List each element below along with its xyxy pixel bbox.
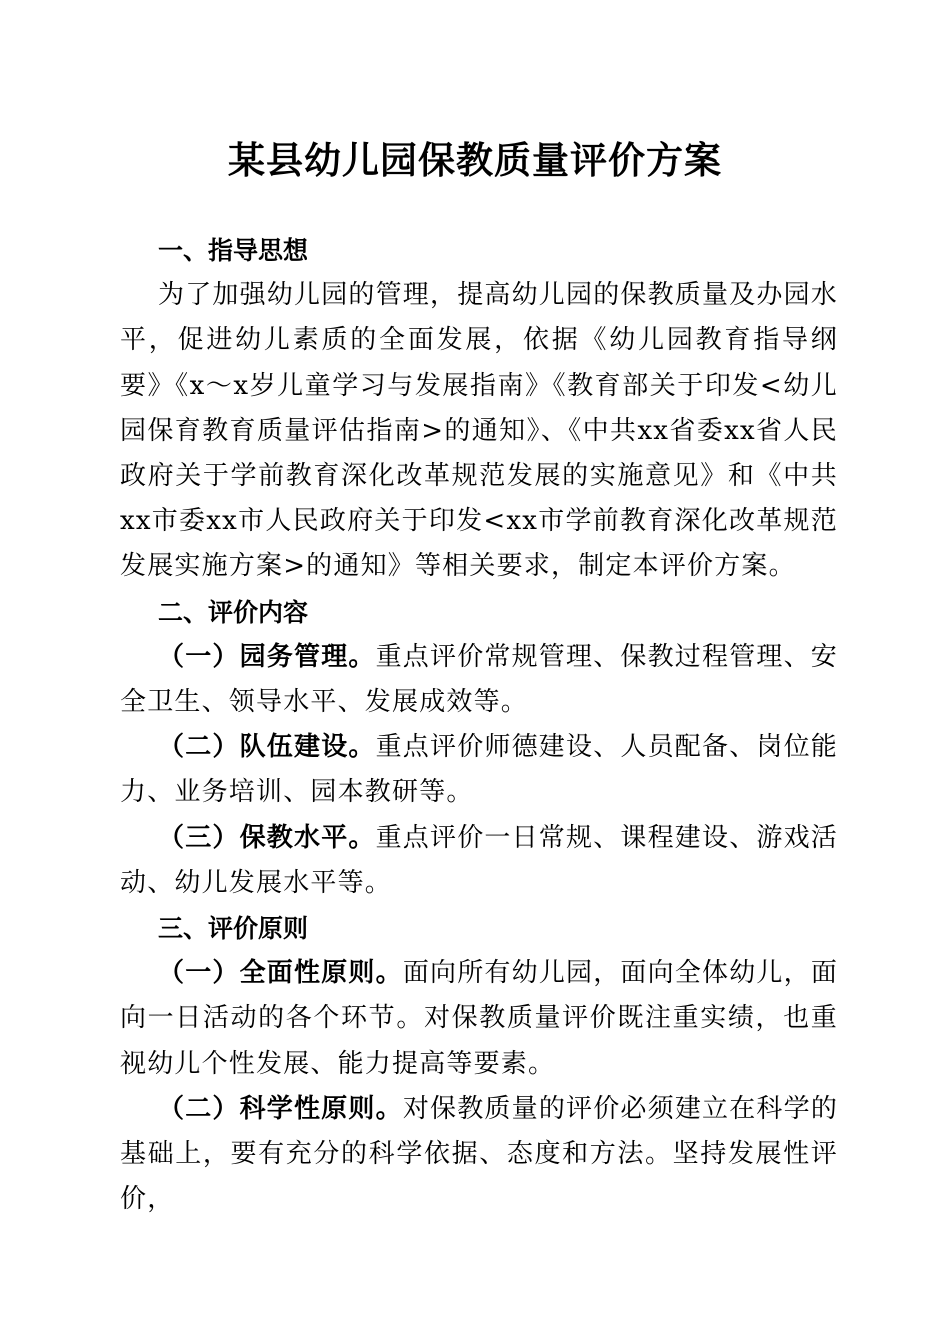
paragraph-lead: （一）全面性原则。 xyxy=(158,958,403,989)
paragraph xyxy=(120,725,838,815)
paragraph xyxy=(120,1087,838,1223)
document-title: 某县幼儿园保教质量评价方案 xyxy=(228,138,722,182)
paragraph-text: 重点评价师德建设、人员配备、岗位能力、业务培训、园本教研等。 xyxy=(120,732,839,808)
paragraph xyxy=(120,816,838,906)
paragraph-text: 对保教质量的评价必须建立在科学的基础上，要有充分的科学依据、态度和方法。坚持发展性评价， xyxy=(120,1093,839,1215)
paragraph xyxy=(120,273,838,589)
paragraph-lead: （一）园务管理。 xyxy=(158,641,376,672)
paragraph xyxy=(120,951,838,1087)
paragraph-lead: （三）保教水平。 xyxy=(158,822,376,853)
paragraph-lead: （二）队伍建设。 xyxy=(158,732,376,763)
paragraph-lead: （二）科学性原则。 xyxy=(158,1093,403,1124)
paragraph-text: 重点评价常规管理、保教过程管理、安全卫生、领导水平、发展成效等。 xyxy=(120,641,839,718)
document-body xyxy=(120,228,838,1222)
paragraph xyxy=(120,635,838,725)
section-heading: 三、评价原则 xyxy=(158,914,309,944)
paragraph-text: 为了加强幼儿园的管理，提高幼儿园的保教质量及办园水平，促进幼儿素质的全面发展，依据《幼儿园教育指导纲要》《x～x岁儿童学习与发展指南》《教育部关于印发<幼儿园保育教育质量评估指南>的通知》、《中共xx省委xx省人民政府关于学前教育深化改革规范发展的实施意见》和《中共xx市委xx市人民政府关于印发<xx市学前教育深化改革规范发展实施方案>的通知》等相关要求，制定本评价方案。 xyxy=(120,280,839,582)
paragraph-text: 重点评价一日常规、课程建设、游戏活动、幼儿发展水平等。 xyxy=(120,822,839,898)
section-heading: 二、评价内容 xyxy=(158,597,309,627)
paragraph-text: 面向所有幼儿园，面向全体幼儿，面向一日活动的各个环节。对保教质量评价既注重实绩，也重视幼儿个性发展、能力提高等要素。 xyxy=(120,958,839,1079)
section-heading: 一、指导思想 xyxy=(158,236,309,265)
